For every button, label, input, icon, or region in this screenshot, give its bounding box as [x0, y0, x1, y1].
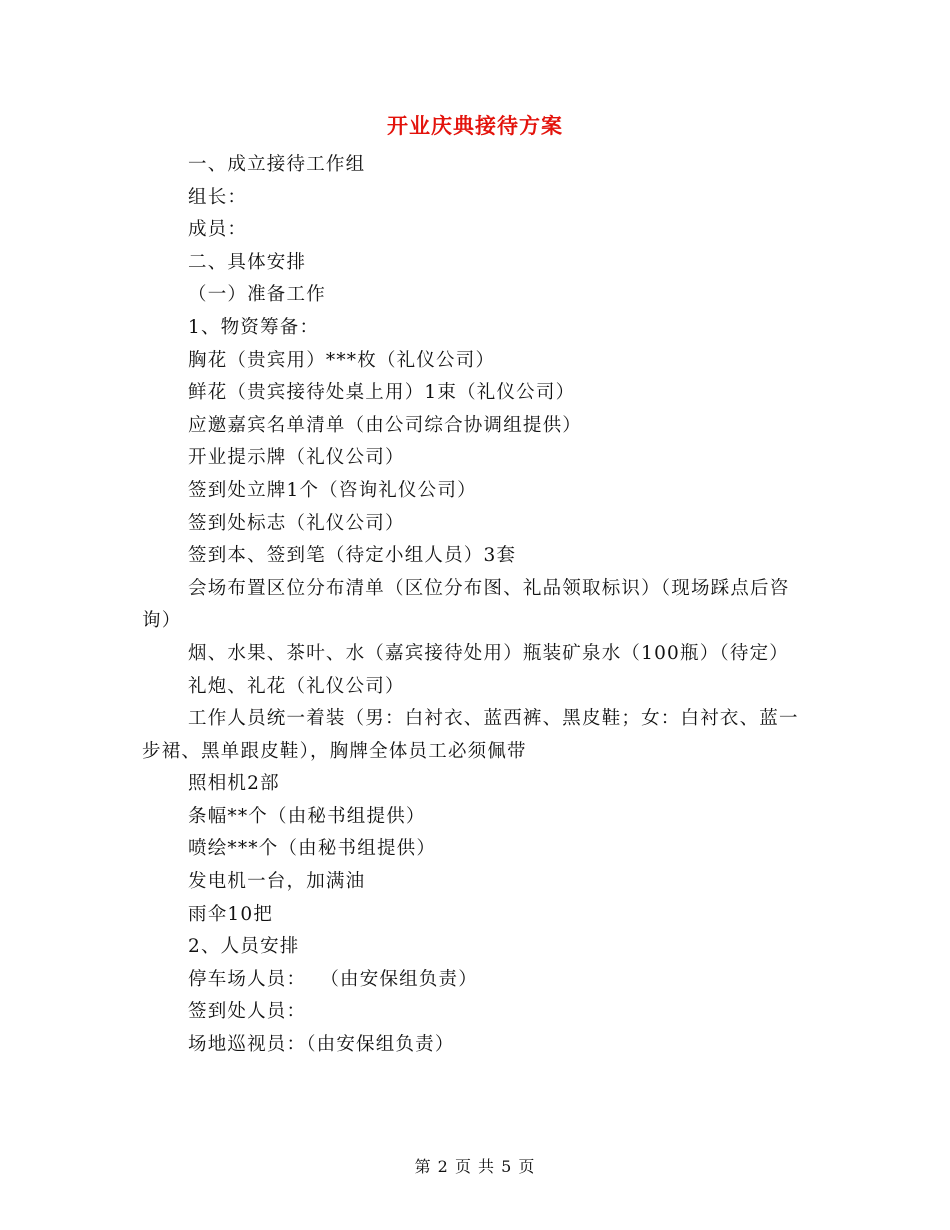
- paragraph: 组长：: [188, 186, 248, 208]
- paragraph: 照相机2部: [188, 773, 280, 795]
- document-title: 开业庆典接待方案: [387, 113, 563, 138]
- paragraph: 停车场人员： （由安保组负责）: [188, 968, 478, 990]
- paragraph: 1、物资筹备：: [188, 316, 320, 338]
- paragraph: 雨伞10把: [188, 903, 274, 925]
- paragraph: 场地巡视员：（由安保组负责）: [188, 1034, 455, 1056]
- paragraph: 成员：: [188, 219, 248, 241]
- paragraph: 开业提示牌（礼仪公司）: [188, 447, 405, 469]
- paragraph: 签到处标志（礼仪公司）: [188, 512, 405, 534]
- document-body: [142, 149, 812, 1062]
- page-number-footer: 第 2 页 共 5 页: [414, 1157, 536, 1176]
- paragraph: 工作人员统一着装（男：白衬衣、蓝西裤、黑皮鞋；女：白衬衣、蓝一步裙、黑单跟皮鞋），胸牌全体员工必须佩带: [142, 708, 799, 762]
- paragraph: 签到处人员：: [188, 1001, 307, 1023]
- paragraph: 签到处立牌1个（咨询礼仪公司）: [188, 479, 477, 501]
- paragraph: 胸花（贵宾用）***枚（礼仪公司）: [188, 349, 496, 371]
- paragraph: 喷绘***个（由秘书组提供）: [188, 838, 437, 860]
- paragraph: 烟、水果、茶叶、水（嘉宾接待处用）瓶装矿泉水（100瓶）（待定）: [188, 642, 789, 664]
- paragraph: 应邀嘉宾名单清单（由公司综合协调组提供）: [188, 414, 583, 436]
- paragraph: 一、成立接待工作组: [188, 154, 366, 175]
- paragraph: 鲜花（贵宾接待处桌上用）1束（礼仪公司）: [188, 382, 576, 404]
- paragraph: 会场布置区位分布清单（区位分布图、礼品领取标识）（现场踩点后咨询）: [142, 577, 790, 632]
- paragraph: 礼炮、礼花（礼仪公司）: [188, 675, 405, 697]
- paragraph: 发电机一台，加满油: [188, 871, 366, 893]
- paragraph: 签到本、签到笔（待定小组人员）3套: [188, 545, 517, 567]
- paragraph: 2、人员安排: [188, 936, 300, 958]
- paragraph: （一）准备工作: [188, 284, 326, 306]
- paragraph: 条幅**个（由秘书组提供）: [188, 805, 426, 827]
- paragraph: 二、具体安排: [188, 251, 307, 273]
